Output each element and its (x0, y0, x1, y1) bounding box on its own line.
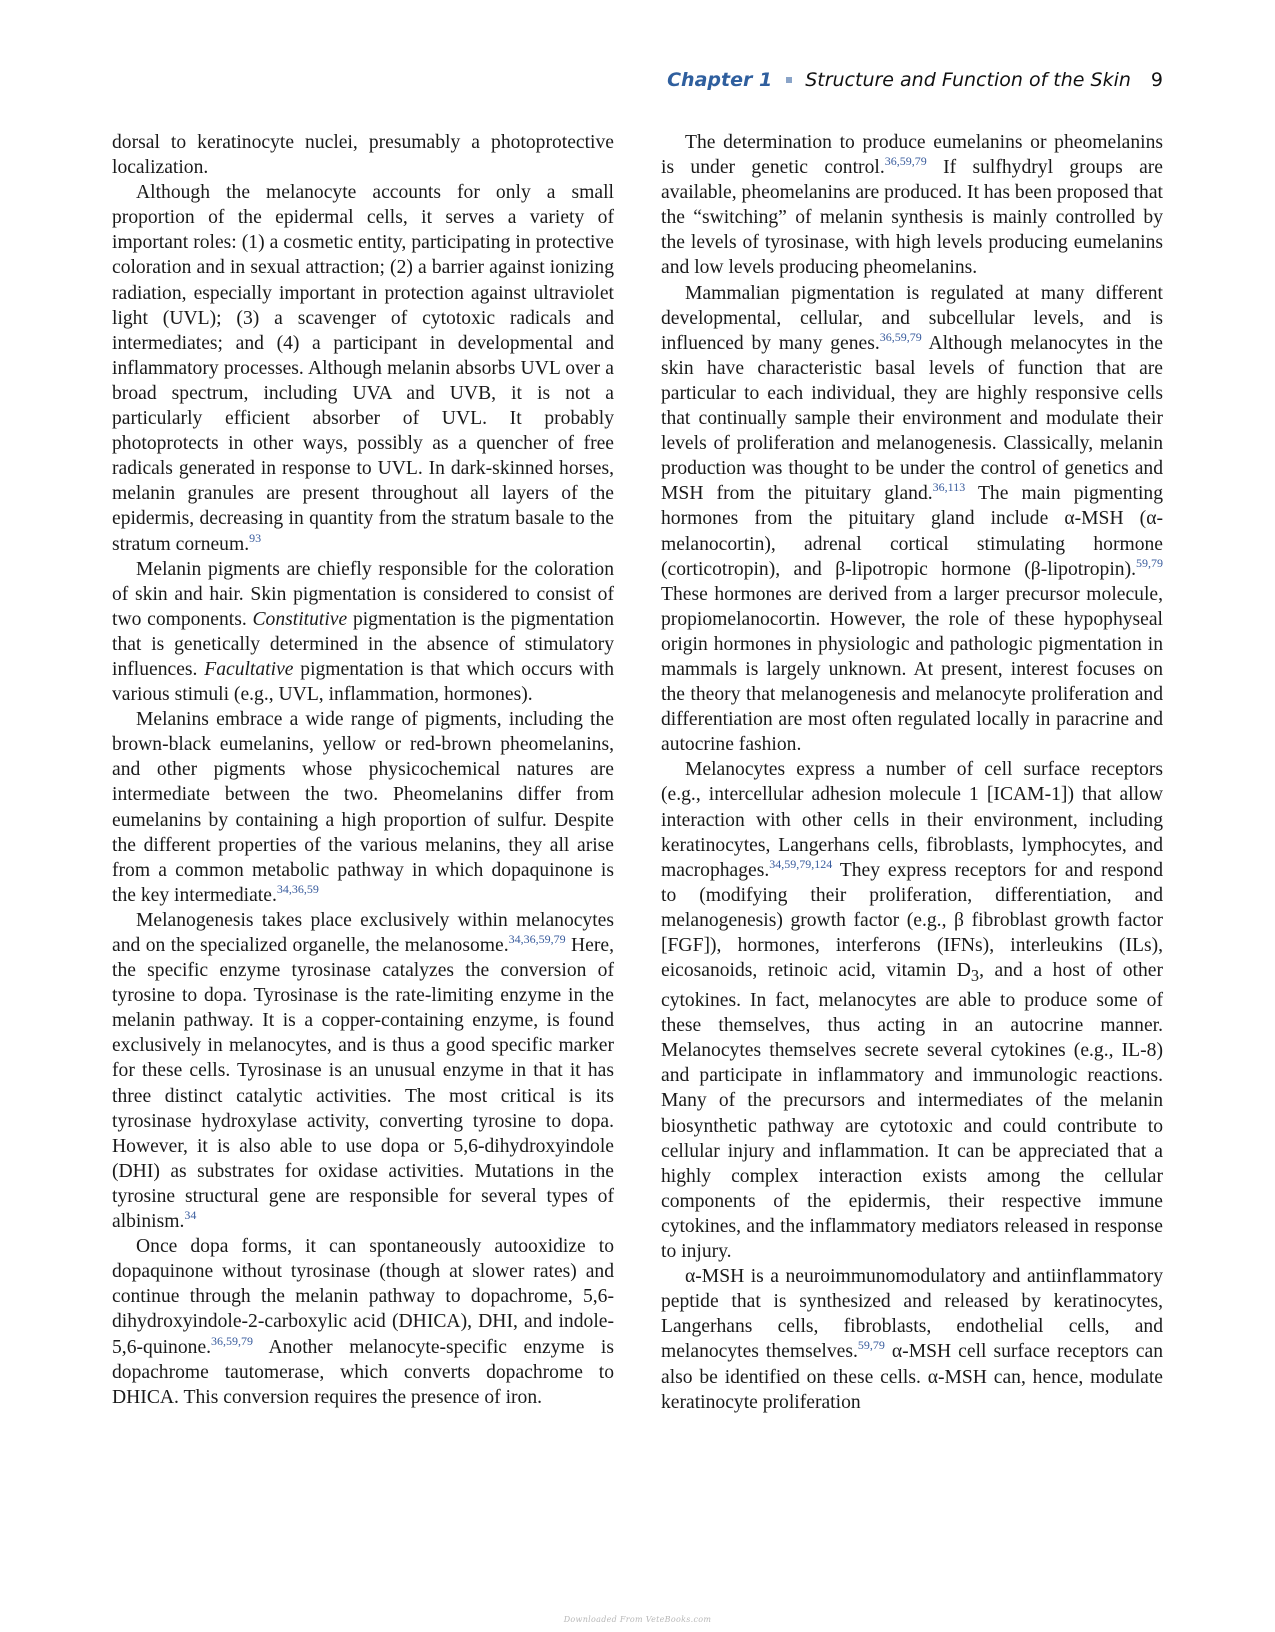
left-column (112, 130, 614, 1410)
body-paragraph (112, 707, 614, 908)
paragraph-text: Mammalian pigmentation is regulated at many different developmental, cellular, and subcellular levels, and is influenced by many genes. (661, 282, 1163, 354)
paragraph-text: These hormones are derived from a larger precursor molecule, propiomelanocortin. However, the role of these hypophyseal origin hormones in physiologic and pathologic pigmentation in mammals is largely unknown. At present, interest focuses on the theory that melanogenesis and melanocyte proliferation and differentiation are most often regulated locally in paracrine and autocrine fashion. (661, 583, 1163, 756)
body-paragraph (661, 281, 1163, 758)
subscript: 3 (970, 966, 980, 985)
body-paragraph (661, 130, 1163, 281)
chapter-label: Chapter 1 (667, 69, 773, 91)
italic-term: Facultative (204, 658, 294, 680)
paragraph-text: Another melanocyte-specific enzyme is dopachrome tautomerase, which converts dopachrome to DHICA. This conversion requires the presence of iron. (112, 1336, 614, 1408)
paragraph-text: If sulfhydryl groups are available, pheomelanins are produced. It has been proposed that the “switching” of melanin synthesis is mainly controlled by the levels of tyrosinase, with high levels producing eumelanins and low levels producing pheomelanins. (661, 157, 1163, 279)
paragraph-text: Once dopa forms, it can spontaneously autooxidize to dopaquinone without tyrosinase (though at slower rates) and continue through the melanin pathway to dopachrome, 5,6-dihydroxyindole-2-carboxylic acid (DHICA), DHI, and indole-5,6-quinone. (112, 1236, 614, 1358)
paragraph-text: The main pigmenting hormones from the pituitary gland include α-MSH (α-melanocortin), adrenal cortical stimulating hormone (corticotropin), and β-lipotropic hormone (β-lipotropin). (661, 483, 1164, 580)
citation-reference: 36,59,79 (211, 1333, 254, 1348)
body-paragraph (661, 1264, 1163, 1415)
body-paragraph (112, 130, 614, 180)
body-paragraph (112, 1234, 614, 1410)
citation-reference: 59,79 (1136, 555, 1163, 570)
paragraph-text: The determination to produce eumelanins or pheomelanins is under genetic control. (661, 132, 1163, 179)
paragraph-text: pigmentation is the pigmentation that is genetically determined in the absence of stimulatory influences. (112, 608, 614, 680)
citation-reference: 36,59,79 (884, 154, 927, 169)
italic-term: Constitutive (252, 608, 348, 630)
body-paragraph (112, 557, 614, 708)
citation-reference: 34,36,59,79 (508, 932, 566, 946)
body-paragraph (661, 757, 1163, 1264)
paragraph-text: , and a host of other cytokines. In fact, melanocytes are able to produce some of these themselves, thus acting in an autocrine manner. Melanocytes themselves secrete several cytokines (e.g., IL-8) and participate in inflammatory and immunologic reactions. Many of the precursors and intermediates of the melanin biosynthetic pathway are cytotoxic and could contribute to cellular injury and inflammation. It can be appreciated that a highly complex interaction exists among the cellular components of the epidermis, their respective immune cytokines, and the inflammatory mediators released in response to injury. (661, 960, 1163, 1263)
page-number: 9 (1150, 69, 1163, 91)
paragraph-text: Although the melanocyte accounts for only a small proportion of the epidermal cells, it serves a variety of important roles: (1) a cosmetic entity, participating in protective coloration and in sexual attraction; (2) a barrier against ionizing radiation, especially important in protection against ultraviolet light (UVL); (3) a scavenger of cytotoxic radicals and intermediates; and (4) a participant in developmental and inflammatory processes. Although melanin absorbs UVL over a broad spectrum, including UVA and UVB, it is not a particularly efficient absorber of UVL. It probably photoprotects in other ways, possibly as a quencher of free radicals generated in response to UVL. In dark-skinned horses, melanin granules are present throughout all layers of the epidermis, decreasing in quantity from the stratum basale to the stratum corneum. (112, 182, 614, 555)
paragraph-text: α-MSH cell surface receptors can also be identified on these cells. α-MSH can, hence, modulate keratinocyte proliferation (661, 1341, 1164, 1413)
paragraph-text: dorsal to keratinocyte nuclei, presumably a photoprotective localization. (112, 132, 614, 179)
chapter-title: Structure and Function of the Skin (805, 69, 1131, 91)
body-paragraph (112, 180, 614, 556)
paragraph-text: Melanin pigments are chiefly responsible for the coloration of skin and hair. Skin pigmentation is considered to consist of two components. (112, 558, 614, 630)
paragraph-text: α-MSH is a neuroimmunomodulatory and antiinflammatory peptide that is synthesized and released by keratinocytes, Langerhans cells, fibroblasts, endothelial cells, and melanocytes themselves. (661, 1266, 1163, 1363)
paragraph-text: pigmentation is that which occurs with various stimuli (e.g., UVL, inflammation, hormones). (112, 658, 614, 706)
citation-reference: 59,79 (857, 1338, 885, 1353)
paragraph-text: They express receptors for and respond to (modifying their proliferation, differentiation, and melanogenesis) growth factor (e.g., β fibroblast growth factor [FGF]), hormones, interferons (IFNs), interleukins (ILs), eicosanoids, retinoic acid, vitamin D (661, 859, 1163, 982)
paragraph-text: Here, the specific enzyme tyrosinase catalyzes the conversion of tyrosine to dopa. Tyrosinase is the rate-limiting enzyme in the melanin pathway. It is a copper-containing enzyme, is found exclusively in melanocytes, and is thus a good specific marker for these cells. Tyrosinase is an unusual enzyme in that it has three distinct catalytic activities. The most critical is its tyrosinase hydroxylase activity, converting tyrosine to dopa. However, it is also able to use dopa or 5,6-dihydroxyindole (DHI) as substrates for oxidase activities. Mutations in the tyrosine structural gene are responsible for several types of albinism. (112, 935, 614, 1233)
citation-reference: 93 (249, 530, 262, 545)
paragraph-text: Although melanocytes in the skin have characteristic basal levels of function that are particular to each individual, they are highly responsive cells that continually sample their environment and modulate their levels of proliferation and melanogenesis. Classically, melanin production was thought to be under the control of genetics and MSH from the pituitary gland. (661, 332, 1163, 505)
citation-reference: 36,59,79 (879, 329, 922, 344)
running-head (667, 66, 1163, 94)
download-watermark: Downloaded From VeteBooks.com (563, 1615, 712, 1624)
citation-reference: 34 (184, 1208, 197, 1223)
paragraph-text: Melanins embrace a wide range of pigments, including the brown-black eumelanins, yellow or red-brown pheomelanins, and other pigments whose physicochemical natures are intermediate between the two. Pheomelanins differ from eumelanins by containing a high proportion of sulfur. Despite the different properties of the various melanins, they all arise from a common metabolic pathway in which dopaquinone is the key intermediate. (112, 709, 614, 906)
body-paragraph (112, 908, 614, 1234)
citation-reference: 34,59,79,124 (769, 856, 833, 871)
citation-reference: 36,113 (932, 480, 966, 495)
paragraph-text: Melanocytes express a number of cell surface receptors (e.g., intercellular adhesion molecule 1 [ICAM-1]) that allow interaction with other cells in their environment, including keratinocytes, Langerhans cells, fibroblasts, lymphocytes, and macrophages. (661, 759, 1163, 881)
citation-reference: 34,36,59 (276, 881, 319, 896)
separator-square-icon (786, 77, 792, 83)
right-column (661, 130, 1163, 1415)
paragraph-text: Melanogenesis takes place exclusively within melanocytes and on the specialized organelle, the melanosome. (112, 909, 614, 956)
